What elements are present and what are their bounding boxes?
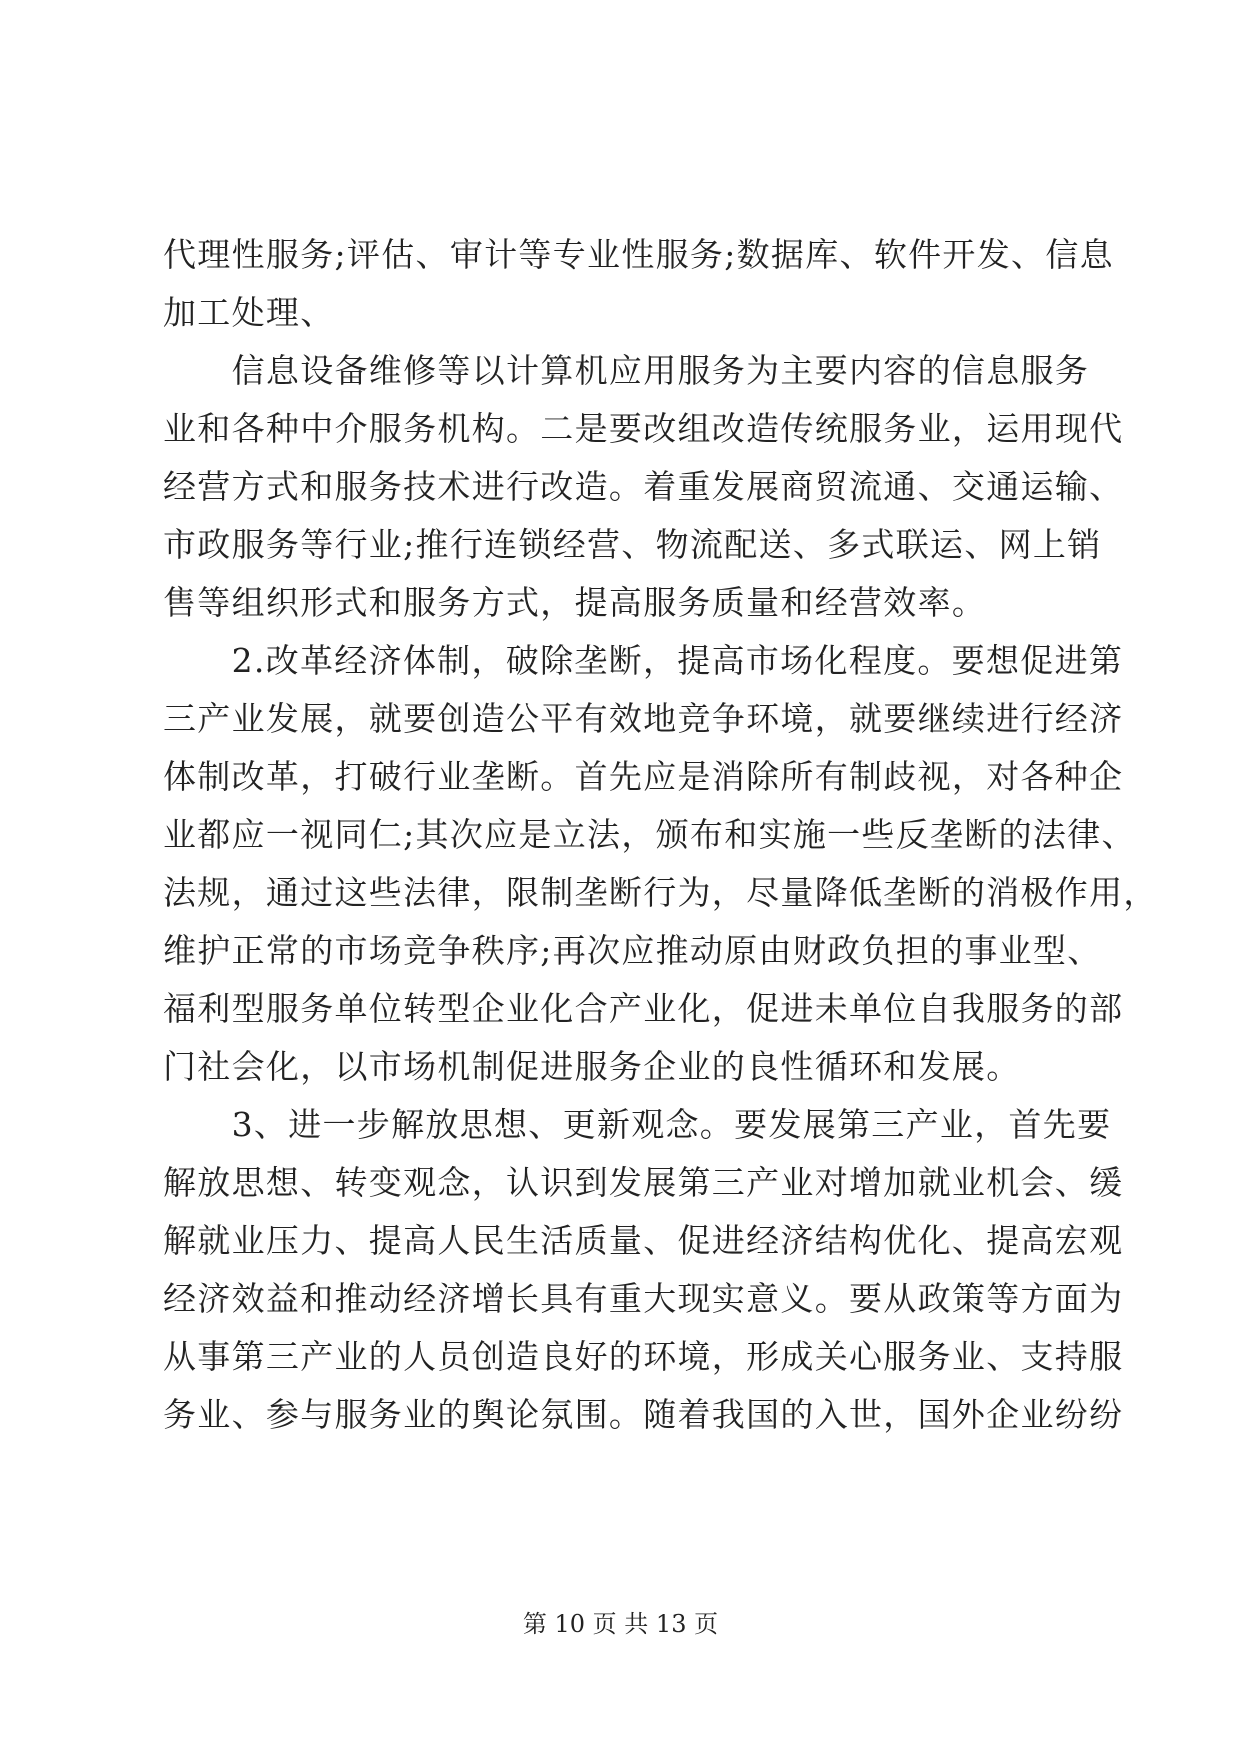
- text-line: 售等组织形式和服务方式，提高服务质量和经营效率。: [163, 583, 987, 622]
- text-line: 从事第三产业的人员创造良好的环境，形成关心服务业、支持服: [163, 1337, 1124, 1376]
- page-number-footer: 第 10 页 共 13 页: [522, 1610, 719, 1638]
- text-line: 2.改革经济体制，破除垄断，提高市场化程度。要想促进第: [163, 641, 1124, 680]
- text-line: 福利型服务单位转型企业化合产业化，促进未单位自我服务的部: [163, 989, 1124, 1028]
- text-line: 三产业发展，就要创造公平有效地竞争环境，就要继续进行经济: [163, 699, 1124, 738]
- text-line: 解放思想、转变观念，认识到发展第三产业对增加就业机会、缓: [163, 1163, 1124, 1202]
- text-line: 经营方式和服务技术进行改造。着重发展商贸流通、交通运输、: [163, 467, 1124, 506]
- text-line: 经济效益和推动经济增长具有重大现实意义。要从政策等方面为: [163, 1279, 1124, 1318]
- text-line: 务业、参与服务业的舆论氛围。随着我国的入世，国外企业纷纷: [163, 1395, 1124, 1434]
- text-line: 解就业压力、提高人民生活质量、促进经济结构优化、提高宏观: [163, 1221, 1124, 1260]
- text-line: 加工处理、: [163, 293, 335, 332]
- text-line: 法规，通过这些法律，限制垄断行为，尽量降低垄断的消极作用，: [163, 873, 1158, 912]
- text-line: 市政服务等行业;推行连锁经营、物流配送、多式联运、网上销: [163, 525, 1102, 564]
- text-line: 门社会化，以市场机制促进服务企业的良性循环和发展。: [163, 1047, 1021, 1086]
- body-text: [163, 226, 1158, 1444]
- text-line: 3、进一步解放思想、更新观念。要发展第三产业，首先要: [163, 1105, 1112, 1144]
- text-line: 体制改革，打破行业垄断。首先应是消除所有制歧视，对各种企: [163, 757, 1124, 796]
- text-line: 业都应一视同仁;其次应是立法，颁布和实施一些反垄断的法律、: [163, 815, 1136, 854]
- text-line: 维护正常的市场竞争秩序;再次应推动原由财政负担的事业型、: [163, 931, 1102, 970]
- text-line: 业和各种中介服务机构。二是要改组改造传统服务业，运用现代: [163, 409, 1124, 448]
- text-line: 代理性服务;评估、审计等专业性服务;数据库、软件开发、信息: [163, 235, 1114, 274]
- text-line: 信息设备维修等以计算机应用服务为主要内容的信息服务: [163, 351, 1090, 390]
